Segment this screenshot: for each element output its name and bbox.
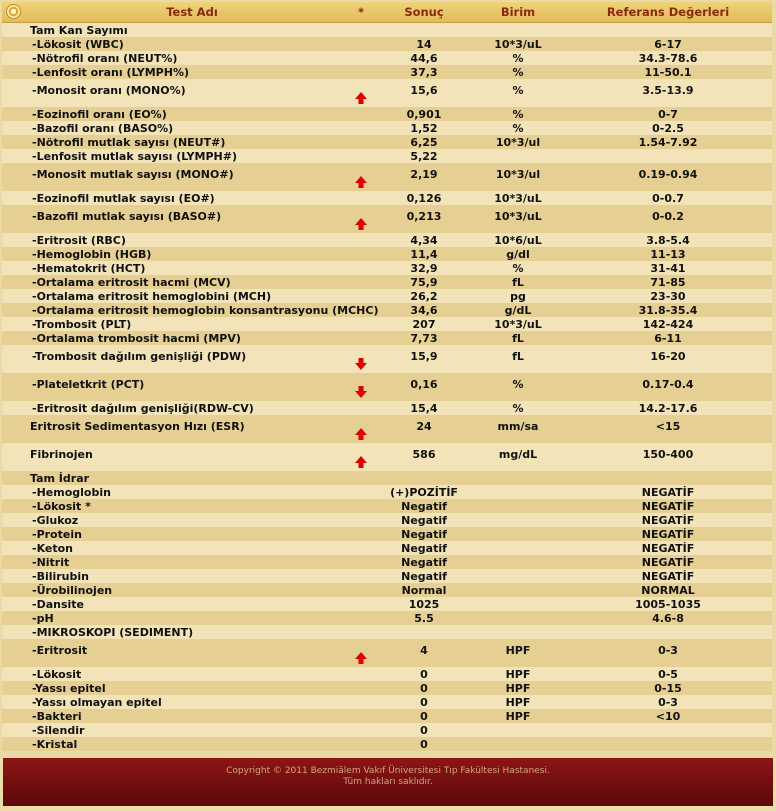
table-row [2, 149, 772, 163]
test-unit: 10*3/uL [494, 210, 542, 223]
table-row [2, 597, 772, 611]
arrow-up-icon [354, 217, 368, 231]
test-result: 26,2 [410, 290, 438, 303]
table-row [2, 415, 772, 443]
table-row [2, 65, 772, 79]
test-reference: 150-400 [642, 448, 694, 461]
test-result: 37,3 [410, 66, 438, 79]
test-result: 5,22 [410, 150, 438, 163]
table-row [2, 401, 772, 415]
test-unit: % [512, 108, 524, 121]
table-row [2, 625, 772, 639]
table-row [2, 527, 772, 541]
footer-rights: Tüm hakları saklıdır. [343, 777, 433, 787]
test-result: 15,4 [410, 402, 438, 415]
result-rows [2, 23, 772, 751]
test-name: -Ortalama eritrosit hemoglobini (MCH) [32, 290, 272, 303]
test-unit: HPF [505, 696, 531, 709]
test-name: -Bilirubin [32, 570, 89, 583]
table-row [2, 331, 772, 345]
test-name: -Monosit mutlak sayısı (MONO#) [32, 168, 234, 181]
test-reference: 14.2-17.6 [638, 402, 698, 415]
test-reference: 1005-1035 [635, 598, 701, 611]
test-unit: % [512, 122, 524, 135]
test-result: 0 [420, 738, 428, 751]
test-reference: 31.8-35.4 [638, 304, 698, 317]
table-row [2, 443, 772, 471]
test-reference: 11-13 [650, 248, 686, 261]
table-row [2, 121, 772, 135]
test-result: 1,52 [410, 122, 438, 135]
test-result: Negatif [401, 570, 447, 583]
test-result: 0 [420, 668, 428, 681]
table-row [2, 303, 772, 317]
table-row [2, 541, 772, 555]
test-reference: 31-41 [650, 262, 686, 275]
test-unit: mg/dL [498, 448, 538, 461]
test-name: -Bazofil oranı (BASO%) [32, 122, 174, 135]
test-reference: 0-2.5 [652, 122, 684, 135]
header-flag: * [357, 5, 364, 19]
table-row [2, 471, 772, 485]
test-reference: <10 [655, 710, 681, 723]
test-name: -Nötrofil mutlak sayısı (NEUT#) [32, 136, 226, 149]
test-unit: % [512, 262, 524, 275]
table-row [2, 639, 772, 667]
test-result: 14 [416, 38, 432, 51]
table-row [2, 205, 772, 233]
test-unit: % [512, 66, 524, 79]
test-name: -MIKROSKOPI (SEDIMENT) [32, 626, 194, 639]
test-unit: mm/sa [497, 420, 539, 433]
test-result: Negatif [401, 500, 447, 513]
test-result: Negatif [401, 542, 447, 555]
test-name: -Lökosit * [32, 500, 91, 513]
test-reference: 0-7 [658, 108, 678, 121]
test-name: -Bazofil mutlak sayısı (BASO#) [32, 210, 222, 223]
table-row [2, 135, 772, 149]
test-result: 15,6 [410, 84, 438, 97]
test-unit: g/dl [506, 248, 530, 261]
test-result: 4,34 [410, 234, 438, 247]
test-name: -pH [32, 612, 54, 625]
test-unit: g/dL [504, 304, 532, 317]
table-row [2, 51, 772, 65]
test-name: -Monosit oranı (MONO%) [32, 84, 186, 97]
table-row [2, 233, 772, 247]
test-reference: 0-5 [658, 668, 678, 681]
test-unit: HPF [505, 710, 531, 723]
test-name: -Ortalama eritrosit hemoglobin konsantrasyonu (MCHC) [32, 304, 379, 317]
test-result: Negatif [401, 556, 447, 569]
test-name: -Ürobilinojen [32, 584, 113, 597]
table-row [2, 681, 772, 695]
test-name: -Lökosit (WBC) [32, 38, 124, 51]
table-row [2, 107, 772, 121]
test-name: -Eritrosit (RBC) [32, 234, 126, 247]
test-result: 0 [420, 696, 428, 709]
table-row [2, 373, 772, 401]
test-name: Tam Kan Sayımı [30, 24, 128, 37]
table-row [2, 191, 772, 205]
test-result: 0,213 [406, 210, 442, 223]
test-reference: 1.54-7.92 [638, 136, 698, 149]
test-reference: 23-30 [650, 290, 686, 303]
test-name: -Silendir [32, 724, 85, 737]
test-reference: 142-424 [642, 318, 694, 331]
table-row [2, 695, 772, 709]
test-name: -Hemoglobin (HGB) [32, 248, 152, 261]
test-reference: 0-0.7 [652, 192, 684, 205]
test-name: -Lenfosit mutlak sayısı (LYMPH#) [32, 150, 237, 163]
test-name: -Plateletkrit (PCT) [32, 378, 145, 391]
test-unit: 10*3/uL [494, 192, 542, 205]
test-result: (+)POZİTİF [390, 486, 458, 499]
test-reference: 6-17 [654, 38, 682, 51]
test-reference: 0.17-0.4 [642, 378, 694, 391]
header-unit: Birim [500, 5, 536, 19]
test-name: -Glukoz [32, 514, 79, 527]
test-reference: 11-50.1 [644, 66, 692, 79]
test-unit: 10*6/uL [494, 234, 542, 247]
test-result: 32,9 [410, 262, 438, 275]
arrow-down-icon [354, 385, 368, 399]
table-row [2, 79, 772, 107]
arrow-up-icon [354, 91, 368, 105]
table-row [2, 709, 772, 723]
test-reference: NEGATİF [641, 528, 695, 541]
table-row [2, 555, 772, 569]
footer-copyright: Copyright © 2011 Bezmiâlem Vakıf Üniversitesi Tıp Fakültesi Hastanesi. [226, 766, 550, 776]
test-result: 0 [420, 710, 428, 723]
table-row [2, 317, 772, 331]
test-reference: 71-85 [650, 276, 686, 289]
test-result: 0,16 [410, 378, 438, 391]
test-unit: HPF [505, 682, 531, 695]
test-reference: 16-20 [650, 350, 686, 363]
test-name: -Trombosit dağılım genişliği (PDW) [32, 350, 247, 363]
test-unit: fL [512, 276, 524, 289]
test-result: 34,6 [410, 304, 438, 317]
test-name: -Eozinofil mutlak sayısı (EO#) [32, 192, 215, 205]
test-reference: 6-11 [654, 332, 682, 345]
test-result: 0,901 [406, 108, 442, 121]
test-name: -Dansite [32, 598, 84, 611]
header-result: Sonuç [404, 5, 444, 19]
test-name: -Trombosit (PLT) [32, 318, 132, 331]
test-name: -Lökosit [32, 668, 82, 681]
test-unit: HPF [505, 668, 531, 681]
table-row [2, 345, 772, 373]
test-reference: NEGATİF [641, 570, 695, 583]
test-result: 5.5 [414, 612, 434, 625]
test-unit: % [512, 52, 524, 65]
test-reference: 34.3-78.6 [638, 52, 698, 65]
test-reference: 0-0.2 [652, 210, 684, 223]
test-name: -Hemoglobin [32, 486, 111, 499]
test-name: -Eritrosit [32, 644, 88, 657]
test-result: 0 [420, 682, 428, 695]
test-name: -Nötrofil oranı (NEUT%) [32, 52, 178, 65]
test-unit: 10*3/ul [495, 168, 541, 181]
test-name: -Ortalama trombosit hacmi (MPV) [32, 332, 241, 345]
header-test-name: Test Adı [166, 5, 218, 19]
test-name: Fibrinojen [30, 448, 93, 461]
test-reference: <15 [655, 420, 681, 433]
test-result: Negatif [401, 514, 447, 527]
test-reference: NEGATİF [641, 556, 695, 569]
test-name: -Eozinofil oranı (EO%) [32, 108, 167, 121]
test-unit: % [512, 402, 524, 415]
test-reference: 3.8-5.4 [646, 234, 690, 247]
table-row [2, 667, 772, 681]
table-header [2, 2, 772, 23]
test-unit: HPF [505, 644, 531, 657]
test-result: 44,6 [410, 52, 438, 65]
test-name: -Ortalama eritrosit hacmi (MCV) [32, 276, 231, 289]
test-result: 0 [420, 724, 428, 737]
table-row [2, 611, 772, 625]
test-result: Normal [401, 584, 447, 597]
test-result: 0,126 [406, 192, 442, 205]
arrow-up-icon [354, 651, 368, 665]
table-row [2, 499, 772, 513]
arrow-down-icon [354, 357, 368, 371]
test-result: 2,19 [410, 168, 438, 181]
test-unit: fL [512, 350, 524, 363]
test-reference: 0-3 [658, 644, 678, 657]
test-reference: NEGATİF [641, 486, 695, 499]
test-name: -Nitrit [32, 556, 70, 569]
test-name: -Protein [32, 528, 82, 541]
table-row [2, 723, 772, 737]
test-name: -Lenfosit oranı (LYMPH%) [32, 66, 190, 79]
arrow-up-icon [354, 175, 368, 189]
test-name: -Eritrosit dağılım genişliği(RDW-CV) [32, 402, 254, 415]
test-result: 6,25 [410, 136, 438, 149]
test-result: 586 [412, 448, 436, 461]
test-unit: 10*3/ul [495, 136, 541, 149]
test-name: -Bakteri [32, 710, 82, 723]
hospital-logo-icon [6, 4, 21, 19]
table-row [2, 737, 772, 751]
test-result: 7,73 [410, 332, 438, 345]
test-reference: NEGATİF [641, 514, 695, 527]
test-reference: NORMAL [641, 584, 695, 597]
test-name: -Hematokrit (HCT) [32, 262, 146, 275]
test-unit: 10*3/uL [494, 38, 542, 51]
arrow-up-icon [354, 455, 368, 469]
table-row [2, 485, 772, 499]
test-result: 207 [412, 318, 436, 331]
test-result: 1025 [408, 598, 440, 611]
test-name: -Keton [32, 542, 74, 555]
test-reference: NEGATİF [641, 542, 695, 555]
test-name: -Yassı olmayan epitel [32, 696, 162, 709]
test-reference: 3.5-13.9 [642, 84, 694, 97]
test-result: 75,9 [410, 276, 438, 289]
table-row [2, 261, 772, 275]
table-row [2, 275, 772, 289]
table-row [2, 569, 772, 583]
test-reference: 0-3 [658, 696, 678, 709]
test-unit: 10*3/uL [494, 318, 542, 331]
test-unit: % [512, 378, 524, 391]
test-reference: NEGATİF [641, 500, 695, 513]
table-row [2, 289, 772, 303]
header-reference: Referans Değerleri [606, 5, 730, 19]
arrow-up-icon [354, 427, 368, 441]
test-unit: % [512, 84, 524, 97]
footer [3, 758, 773, 806]
test-reference: 0.19-0.94 [638, 168, 698, 181]
test-name: -Kristal [32, 738, 78, 751]
test-name: Tam İdrar [30, 472, 90, 485]
test-unit: pg [510, 290, 526, 303]
table-row [2, 23, 772, 37]
test-name: Eritrosit Sedimentasyon Hızı (ESR) [30, 420, 245, 433]
test-result: 4 [420, 644, 428, 657]
test-result: 11,4 [410, 248, 438, 261]
test-result: Negatif [401, 528, 447, 541]
test-reference: 0-15 [654, 682, 682, 695]
table-row [2, 513, 772, 527]
test-reference: 4.6-8 [652, 612, 684, 625]
test-result: 24 [416, 420, 432, 433]
test-unit: fL [512, 332, 524, 345]
test-name: -Yassı epitel [32, 682, 106, 695]
test-result: 15,9 [410, 350, 438, 363]
table-row [2, 37, 772, 51]
table-row [2, 247, 772, 261]
table-row [2, 583, 772, 597]
table-row [2, 163, 772, 191]
